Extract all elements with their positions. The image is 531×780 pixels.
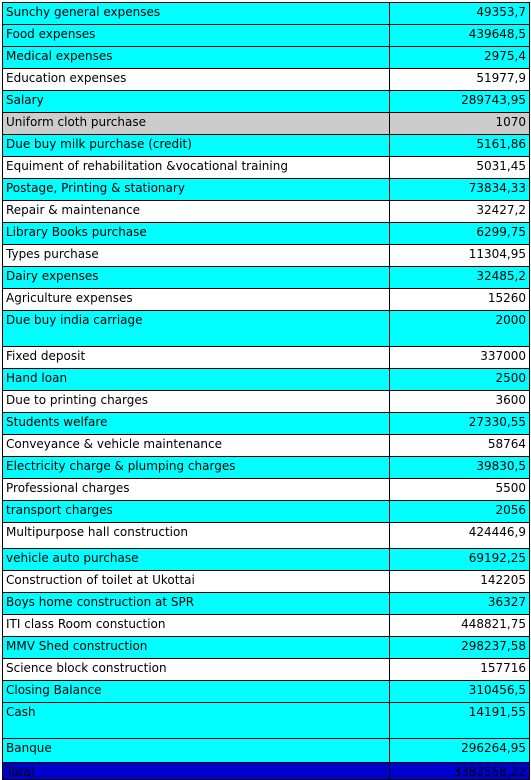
table-row: [3, 113, 530, 135]
table-row: [3, 157, 530, 179]
row-label[interactable]: Fixed deposit: [3, 347, 390, 369]
row-amount[interactable]: 32427,2: [390, 201, 530, 223]
table-row: [3, 391, 530, 413]
row-amount[interactable]: 73834,33: [390, 179, 530, 201]
table-row: [3, 179, 530, 201]
table-row: [3, 457, 530, 479]
row-label[interactable]: vehicle auto purchase: [3, 549, 390, 571]
expenses-table: [2, 2, 530, 780]
table-row: [3, 571, 530, 593]
total-amount[interactable]: 3382558,22: [390, 763, 530, 780]
row-label[interactable]: Agriculture expenses: [3, 289, 390, 311]
row-amount[interactable]: 310456,5: [390, 681, 530, 703]
row-label[interactable]: Types purchase: [3, 245, 390, 267]
table-row: [3, 523, 530, 549]
row-amount[interactable]: 5031,45: [390, 157, 530, 179]
row-amount[interactable]: 448821,75: [390, 615, 530, 637]
row-amount[interactable]: 49353,7: [390, 3, 530, 25]
row-label[interactable]: Conveyance & vehicle maintenance: [3, 435, 390, 457]
row-label[interactable]: Salary: [3, 91, 390, 113]
row-label[interactable]: Hand loan: [3, 369, 390, 391]
table-row: [3, 3, 530, 25]
table-row: [3, 435, 530, 457]
total-label[interactable]: Total: [3, 763, 390, 780]
table-row: [3, 501, 530, 523]
row-label[interactable]: Professional charges: [3, 479, 390, 501]
row-label[interactable]: Banque: [3, 739, 390, 763]
row-amount[interactable]: 2975,4: [390, 47, 530, 69]
table-row: [3, 369, 530, 391]
row-amount[interactable]: 424446,9: [390, 523, 530, 549]
row-amount[interactable]: 298237,58: [390, 637, 530, 659]
table-row: [3, 593, 530, 615]
row-amount[interactable]: 39830,5: [390, 457, 530, 479]
row-amount[interactable]: 6299,75: [390, 223, 530, 245]
row-label[interactable]: Construction of toilet at Ukottai: [3, 571, 390, 593]
row-amount[interactable]: 11304,95: [390, 245, 530, 267]
row-label[interactable]: Food expenses: [3, 25, 390, 47]
table-row: [3, 413, 530, 435]
row-label[interactable]: Sunchy general expenses: [3, 3, 390, 25]
row-label[interactable]: Equiment of rehabilitation &vocational training: [3, 157, 390, 179]
table-row: [3, 703, 530, 739]
row-label[interactable]: Closing Balance: [3, 681, 390, 703]
row-label[interactable]: Repair & maintenance: [3, 201, 390, 223]
row-label[interactable]: Uniform cloth purchase: [3, 113, 390, 135]
table-row: [3, 549, 530, 571]
row-label[interactable]: Due to printing charges: [3, 391, 390, 413]
row-amount[interactable]: 1070: [390, 113, 530, 135]
row-amount[interactable]: 157716: [390, 659, 530, 681]
row-label[interactable]: Dairy expenses: [3, 267, 390, 289]
row-label[interactable]: Education expenses: [3, 69, 390, 91]
row-amount[interactable]: 2056: [390, 501, 530, 523]
row-label[interactable]: Cash: [3, 703, 390, 739]
row-label[interactable]: Due buy milk purchase (credit): [3, 135, 390, 157]
row-label[interactable]: Science block construction: [3, 659, 390, 681]
row-amount[interactable]: 5161,86: [390, 135, 530, 157]
row-amount[interactable]: 439648,5: [390, 25, 530, 47]
row-amount[interactable]: 69192,25: [390, 549, 530, 571]
table-row: [3, 91, 530, 113]
row-amount[interactable]: 51977,9: [390, 69, 530, 91]
table-row: [3, 245, 530, 267]
table-row: [3, 681, 530, 703]
row-label[interactable]: MMV Shed construction: [3, 637, 390, 659]
table-row: [3, 135, 530, 157]
table-row: [3, 739, 530, 763]
row-amount[interactable]: 58764: [390, 435, 530, 457]
row-amount[interactable]: 27330,55: [390, 413, 530, 435]
row-amount[interactable]: 32485,2: [390, 267, 530, 289]
row-label[interactable]: Due buy india carriage: [3, 311, 390, 347]
row-label[interactable]: Electricity charge & plumping charges: [3, 457, 390, 479]
table-row: [3, 267, 530, 289]
row-amount[interactable]: 36327: [390, 593, 530, 615]
table-row: [3, 69, 530, 91]
table-row: [3, 479, 530, 501]
table-row: [3, 311, 530, 347]
table-row: [3, 289, 530, 311]
row-amount[interactable]: 3600: [390, 391, 530, 413]
total-row: [3, 763, 530, 780]
row-amount[interactable]: 289743,95: [390, 91, 530, 113]
table-row: [3, 47, 530, 69]
row-label[interactable]: Postage, Printing & stationary: [3, 179, 390, 201]
row-amount[interactable]: 296264,95: [390, 739, 530, 763]
table-row: [3, 659, 530, 681]
row-amount[interactable]: 142205: [390, 571, 530, 593]
row-label[interactable]: Students welfare: [3, 413, 390, 435]
table-row: [3, 637, 530, 659]
row-label[interactable]: Library Books purchase: [3, 223, 390, 245]
row-amount[interactable]: 2500: [390, 369, 530, 391]
row-label[interactable]: Medical expenses: [3, 47, 390, 69]
row-amount[interactable]: 337000: [390, 347, 530, 369]
table-row: [3, 25, 530, 47]
row-label[interactable]: Multipurpose hall construction: [3, 523, 390, 549]
row-amount[interactable]: 5500: [390, 479, 530, 501]
row-amount[interactable]: 2000: [390, 311, 530, 347]
row-label[interactable]: transport charges: [3, 501, 390, 523]
table-row: [3, 615, 530, 637]
table-row: [3, 201, 530, 223]
row-label[interactable]: Boys home construction at SPR: [3, 593, 390, 615]
row-amount[interactable]: 15260: [390, 289, 530, 311]
table-row: [3, 223, 530, 245]
table-row: [3, 347, 530, 369]
row-amount[interactable]: 14191,55: [390, 703, 530, 739]
row-label[interactable]: ITI class Room constuction: [3, 615, 390, 637]
